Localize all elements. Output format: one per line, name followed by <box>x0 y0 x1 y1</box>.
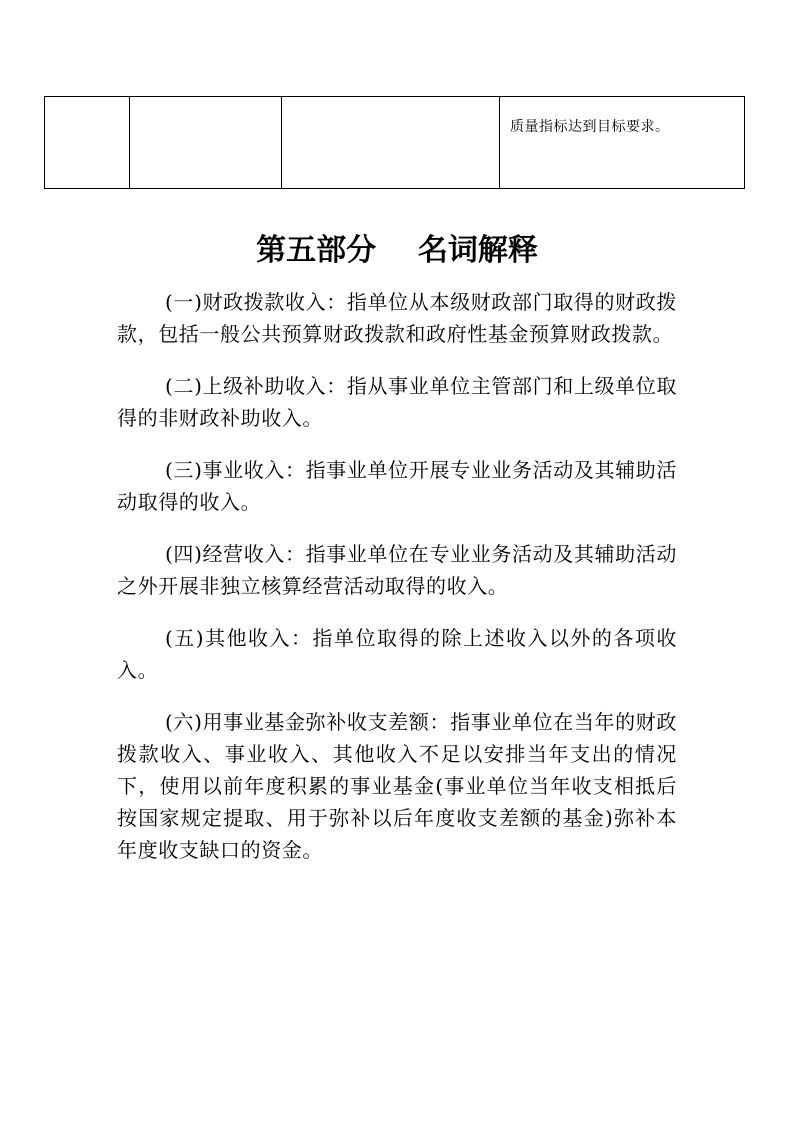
table-row <box>45 97 745 189</box>
glossary-item-superior-subsidy: (二)上级补助收入：指从事业单位主管部门和上级单位取得的非财政补助收入。 <box>117 374 677 430</box>
glossary-item-operating-income: (四)经营收入：指事业单位在专业业务活动及其辅助活动之外开展非独立核算经营活动取得的收入。 <box>117 542 677 598</box>
glossary-content <box>117 286 677 886</box>
glossary-item-business-fund-offset: (六)用事业基金弥补收支差额：指事业单位在当年的财政拨款收入、事业收入、其他收入不足以安排当年支出的情况下，使用以前年度积累的事业基金(事业单位当年收支相抵后按国家规定提取、用于弥补以后年度收支差额的基金)弥补本年度收支缺口的资金。 <box>117 710 677 862</box>
section-title: 第五部分 名词解释 <box>256 233 538 268</box>
table-cell-empty-2 <box>130 97 282 189</box>
table-cell-target-text: 质量指标达到目标要求。 <box>500 97 745 189</box>
table-cell-empty-3 <box>282 97 500 189</box>
indicator-table-fragment <box>44 96 745 189</box>
glossary-item-fiscal-appropriation: (一)财政拨款收入：指单位从本级财政部门取得的财政拨款，包括一般公共预算财政拨款和政府性基金预算财政拨款。 <box>117 290 677 346</box>
glossary-item-business-income: (三)事业收入：指事业单位开展专业业务活动及其辅助活动取得的收入。 <box>117 458 677 514</box>
glossary-item-other-income: (五)其他收入：指单位取得的除上述收入以外的各项收入。 <box>117 626 677 682</box>
table-cell-empty-1 <box>45 97 130 189</box>
